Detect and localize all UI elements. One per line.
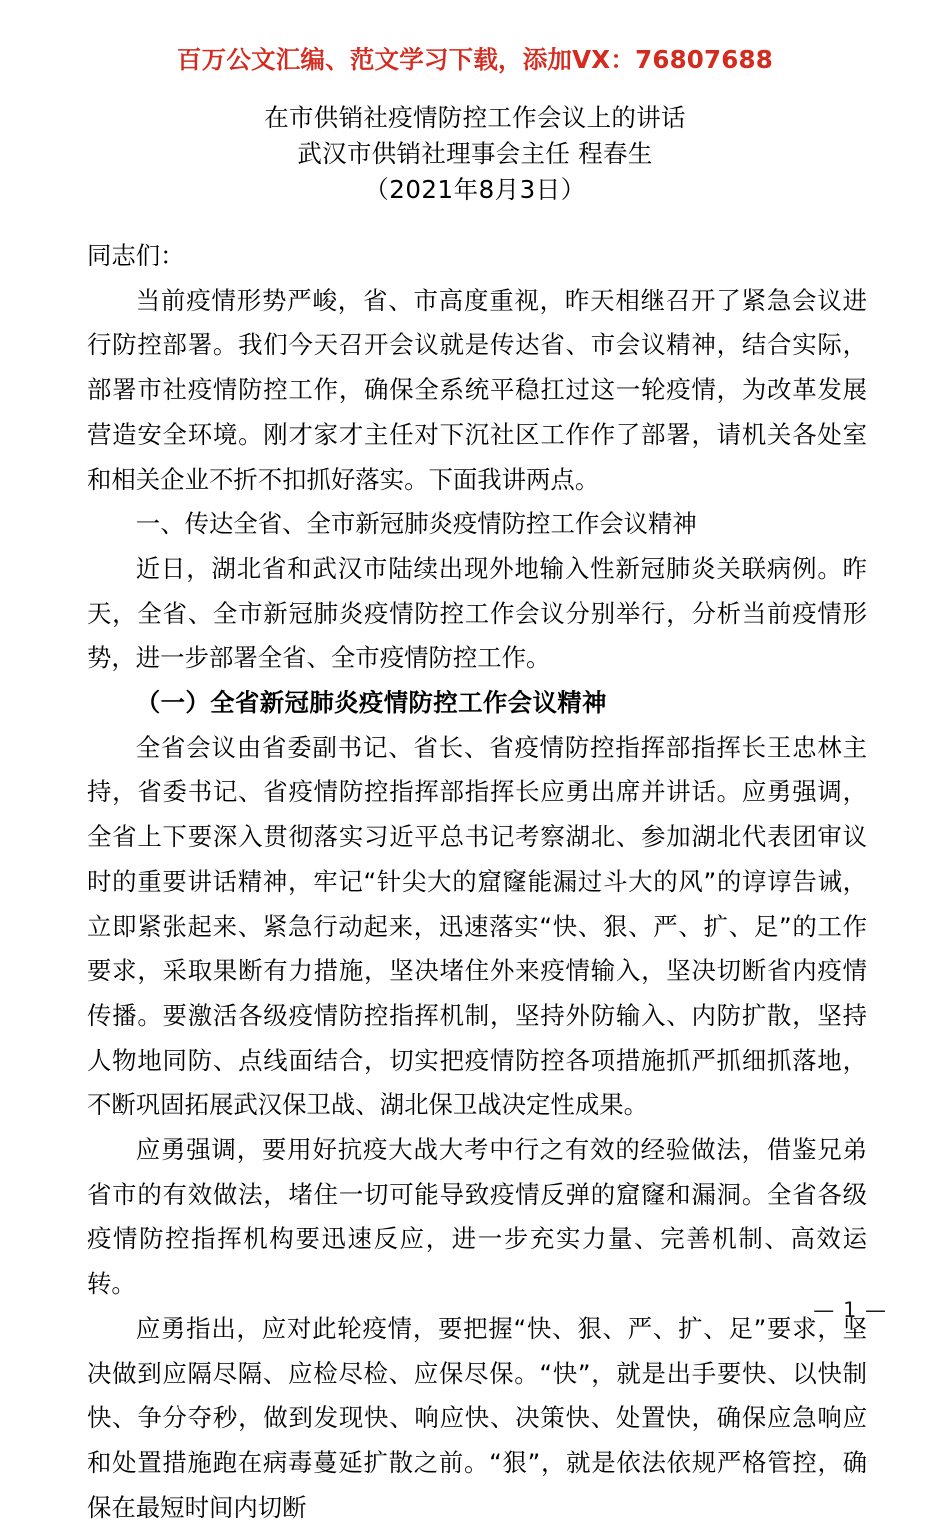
page-number-footer: — 1 — [813, 1298, 887, 1322]
subsection-heading-one: （一）全省新冠肺炎疫情防控工作会议精神 [135, 688, 607, 718]
salutation: 同志们： [87, 241, 185, 270]
body-paragraph: 全省会议由省委副书记、省长、省疫情防控指挥部指挥长王忠林主持，省委书记、省疫情防控指挥部指挥长应勇出席并讲话。应勇强调，全省上下要深入贯彻落实习近平总书记考察湖北、参加湖北代表团审议时的重要讲话精神，牢记“针尖大的窟窿能漏过斗大的风”的谆谆告诫，立即紧张起来、紧急行动起来，迅速落实“快、狠、严、扩、足”的工作要求，采取果断有力措施，坚决堵住外来疫情输入，坚决切断省内疫情传播。要激活各级疫情防控指挥机制，坚持外防输入、内防扩散，坚持人物地同防、点线面结合，切实把疫情防控各项措施抓严抓细抓落地，不断巩固拓展武汉保卫战、湖北保卫战决定性成果。 [87, 732, 867, 1120]
document-title: 在市供销社疫情防控工作会议上的讲话 [264, 103, 686, 132]
section-heading-one: 一、传达全省、全市新冠肺炎疫情防控工作会议精神 [135, 509, 697, 539]
body-paragraph: 当前疫情形势严峻，省、市高度重视，昨天相继召开了紧急会议进行防控部署。我们今天召开会议就是传达省、市会议精神，结合实际，部署市社疫情防控工作，确保全系统平稳扛过这一轮疫情，为改革发展营造安全环境。刚才家才主任对下沉社区工作作了部署，请机关各处室和相关企业不折不扣抓好落实。下面我讲两点。 [87, 285, 867, 494]
document-body [87, 234, 867, 1530]
body-paragraph: 近日，湖北省和武汉市陆续出现外地输入性新冠肺炎关联病例。昨天，全省、全市新冠肺炎疫情防控工作会议分别举行，分析当前疫情形势，进一步部署全省、全市疫情防控工作。 [87, 553, 867, 673]
body-paragraph: 应勇强调，要用好抗疫大战大考中行之有效的经验做法，借鉴兄弟省市的有效做法，堵住一切可能导致疫情反弹的窟窿和漏洞。全省各级疫情防控指挥机构要迅速反应，进一步充实力量、完善机制、高效运转。 [87, 1135, 867, 1299]
body-paragraph: 应勇指出，应对此轮疫情，要把握“快、狠、严、扩、足”要求，坚决做到应隔尽隔、应检尽检、应保尽保。“快”，就是出手要快、以快制快、争分夺秒，做到发现快、响应快、决策快、处置快，确保应急响应和处置措施跑在病毒蔓延扩散之前。“狠”，就是依法依规严格管控，确保在最短时间内切断 [87, 1313, 867, 1522]
document-author-line: 武汉市供销社理事会主任 程春生 [297, 139, 653, 168]
document-title-block [0, 100, 950, 208]
document-date: （2021年8月3日） [364, 175, 586, 204]
promo-banner-text: 百万公文汇编、范文学习下载，添加VX：76807688 [176, 45, 774, 74]
